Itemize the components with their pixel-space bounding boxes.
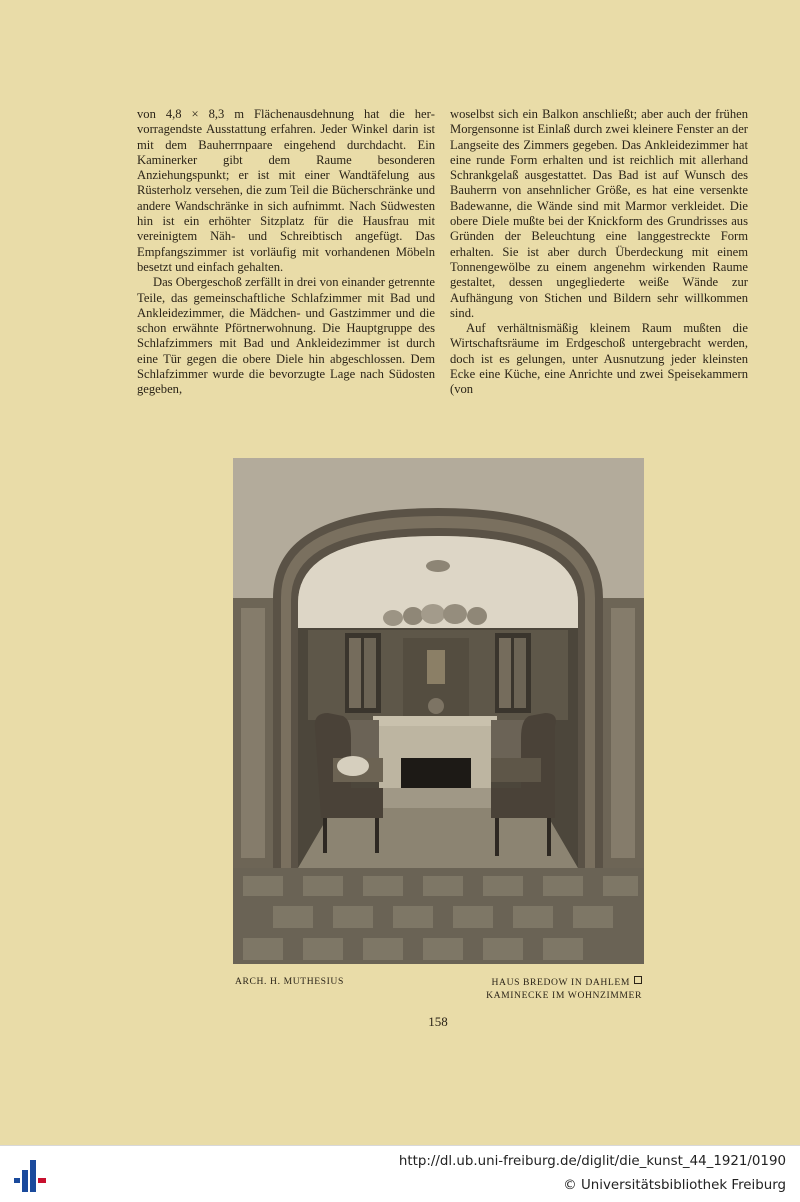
paragraph: von 4,8 × 8,3 m Flächenausdehnung hat die hervorragendste Ausstattung erfahren. Jeder Winkel darin ist mit dem Bauherrnpaare eingehend durchdacht. Ein Kaminerker gibt dem Raume besonderen Anziehungspunkt; er ist mit einer Wandtäfelung aus Rüsterholz versehen, die zum Teil die Bücherschränke und andere Wandschränke in sich aufnimmt. Nach Südwesten hin ist ein erhöhter Sitzplatz für die Hausfrau mit vereinigtem Näh- und Schreibtisch angefügt. Das Empfangszimmer ist vorläufig mit vorhandenen Möbeln besetzt und einfach gehalten. bbox=[137, 107, 435, 274]
caption-line: KAMINECKE IM WOHNZIMMER bbox=[486, 990, 642, 1001]
university-library-logo-icon bbox=[10, 1156, 50, 1196]
page-number: 158 bbox=[428, 1014, 448, 1029]
square-ornament-icon bbox=[634, 976, 642, 984]
interior-photograph bbox=[233, 458, 644, 964]
paragraph: woselbst sich ein Balkon anschließt; aber auch der frühen Morgensonne ist Einlaß durch zwei kleinere Fenster an der Langseite des Zimmers gegeben. Das Ankleidezimmer hat eine runde Form erhalten und ist reichlich mit allerhand Schrankgelaß ausgestattet. Das Bad ist auf Wunsch des Bauherrn von ansehnlicher Größe, es hat eine versenkte Badewanne, die Wände sind mit Marmor verkleidet. Die obere Diele mußte bei der Knickform des Grundrisses aus Gründen der Beleuchtung eine langgestreckte Form erhalten. Sie ist aber durch Überdeckung mit einem Tonnengewölbe zu einem angenehm wirkenden Raume gestaltet, dessen ungegliederte weiße Wände zur Aufhängung von Stichen und Bildern sehr willkommen sind. bbox=[450, 107, 748, 320]
text-column-right bbox=[450, 107, 748, 398]
permalink-url[interactable]: http://dl.ub.uni-freiburg.de/diglit/die_kunst_44_1921/0190 bbox=[398, 1154, 786, 1169]
paragraph: Das Obergeschoß zerfällt in drei von einander getrennte Teile, das gemeinschaftliche Schlafzimmer mit Bad und Ankleidezimmer, die Mädchen- und Gastzimmer und die schon erwähnte Pförtnerwohnung. Die Hauptgruppe des Schlafzimmers mit Bad und Ankleidezimmer ist durch eine Tür gegen die obere Diele hin abgeschlossen. Dem Schlafzimmer wurde die bevorzugte Lage nach Südosten gegeben, bbox=[137, 275, 435, 397]
text-column-left bbox=[137, 107, 435, 398]
caption-line: HAUS BREDOW IN DAHLEM bbox=[491, 977, 630, 988]
copyright-notice: © Universitätsbibliothek Freiburg bbox=[563, 1178, 786, 1193]
library-footer bbox=[0, 1145, 800, 1202]
figure-caption-architect: ARCH. H. MUTHESIUS bbox=[235, 976, 344, 987]
fireplace-corner-illustration bbox=[233, 458, 644, 964]
figure-caption-title bbox=[440, 976, 642, 1002]
paragraph: Auf verhältnismäßig kleinem Raum mußten die Wirtschaftsräume im Erdgeschoß untergebracht werden, doch ist es gelungen, unter Ausnutzung jeder kleinsten Ecke eine Küche, eine Anrichte und zwei Speisekammern (von bbox=[450, 321, 748, 397]
